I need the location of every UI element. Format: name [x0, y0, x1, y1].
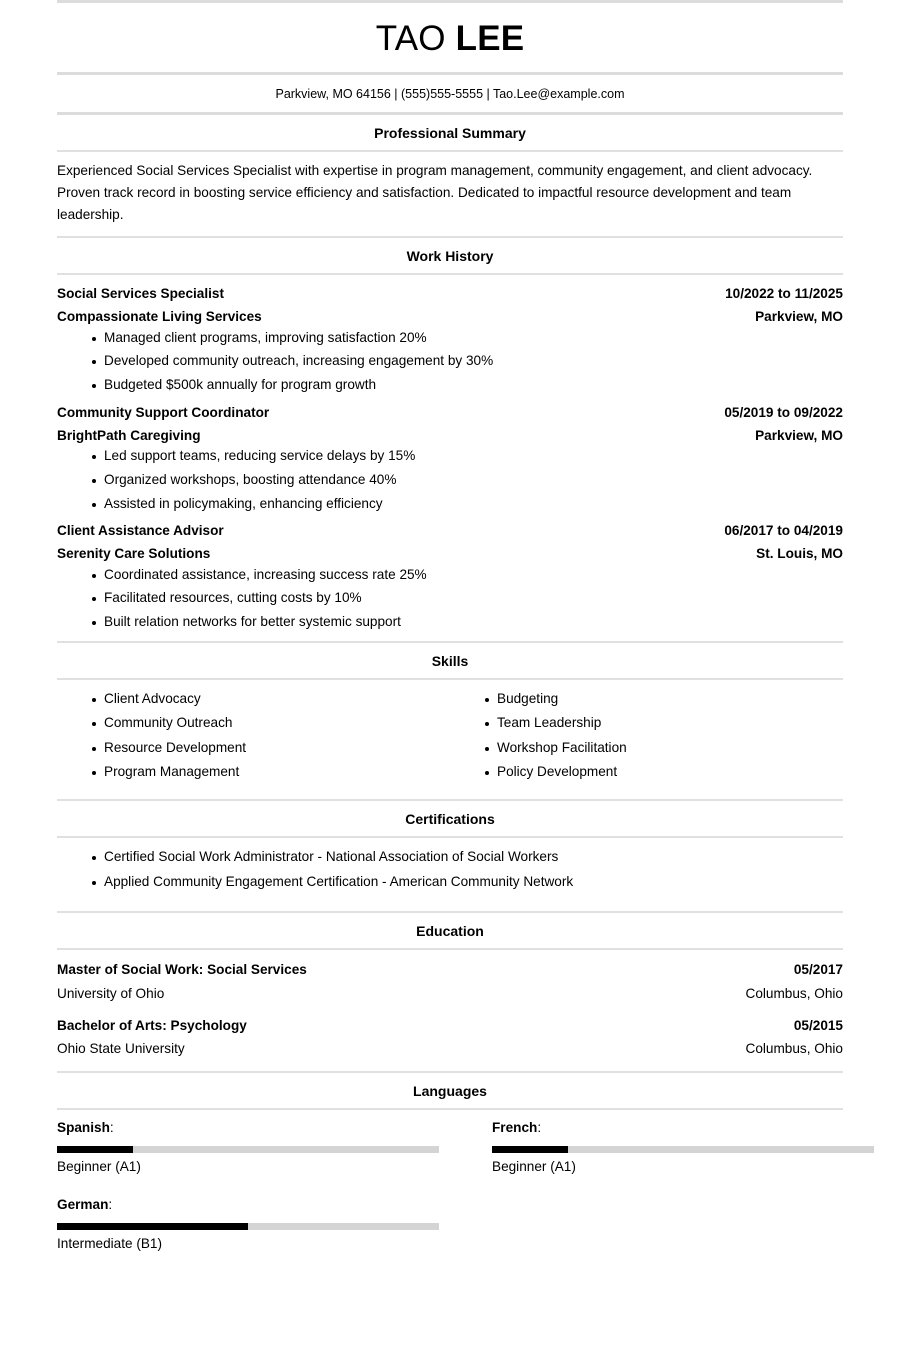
language-colon: :: [109, 1119, 114, 1135]
language-name-row: [57, 1120, 450, 1135]
job-bullet: Developed community outreach, increasing engagement by 30%: [57, 354, 843, 368]
skills-list: [57, 680, 843, 799]
language-name-row: [57, 1197, 450, 1212]
job-title: Social Services Specialist: [57, 286, 225, 302]
skills-column-left: [57, 690, 450, 790]
summary-text: Experienced Social Services Specialist with expertise in program management, community engagement, and client advocacy. Proven track record in boosting service efficiency and satisfaction. Dedicated to impactful resource development and team leadership.: [57, 163, 813, 223]
section-title-certifications: Certifications: [405, 811, 495, 828]
skill-item: Workshop Facilitation: [450, 741, 843, 755]
skills-bullets-right: [450, 692, 843, 779]
language-name-row: [492, 1120, 843, 1135]
skills-bullets-left: [57, 692, 450, 779]
job-bullet: Budgeted $500k annually for program growth: [57, 378, 843, 392]
certification-bullets: [57, 850, 843, 888]
certifications-list: [57, 838, 843, 911]
language-proficiency-fill: [57, 1146, 133, 1153]
job-company: Compassionate Living Services: [57, 309, 262, 325]
job-company-row: [57, 542, 843, 565]
education-school: Ohio State University: [57, 1041, 185, 1057]
skill-item: Client Advocacy: [57, 692, 450, 706]
job-bullet: Facilitated resources, cutting costs by 10%: [57, 591, 843, 605]
language-proficiency-track: [492, 1146, 874, 1153]
job-title: Community Support Coordinator: [57, 404, 270, 420]
language-colon: :: [108, 1197, 113, 1213]
language-item: [57, 1120, 450, 1177]
job-company-row: [57, 424, 843, 447]
job-bullet: Managed client programs, improving satisfaction 20%: [57, 331, 843, 345]
skill-item: Team Leadership: [450, 716, 843, 730]
work-history-list: [57, 275, 843, 641]
last-name: LEE: [455, 19, 525, 58]
section-title-languages: Languages: [413, 1082, 487, 1099]
skill-item: Policy Development: [450, 765, 843, 779]
language-proficiency-fill: [492, 1146, 568, 1153]
job-bullet: Built relation networks for better systemic support: [57, 615, 843, 629]
job-company: Serenity Care Solutions: [57, 546, 211, 562]
section-title-summary: Professional Summary: [374, 125, 526, 141]
education-date: 05/2017: [793, 962, 843, 978]
work-history-item: [57, 275, 843, 392]
skill-item: Budgeting: [450, 692, 843, 706]
language-name: Spanish: [57, 1119, 110, 1135]
education-degree-row: [57, 1014, 843, 1037]
language-item: [57, 1197, 450, 1254]
education-degree: Master of Social Work: Social Services: [57, 962, 307, 978]
job-bullet: Assisted in policymaking, enhancing efficiency: [57, 497, 843, 511]
language-proficiency-track: [57, 1223, 439, 1230]
job-bullets: [57, 331, 843, 392]
job-bullet: Led support teams, reducing service delays by 15%: [57, 449, 843, 463]
education-item: [57, 958, 843, 1005]
skills-column-right: [450, 690, 843, 790]
language-level: Beginner (A1): [57, 1158, 141, 1174]
education-location: Columbus, Ohio: [745, 1041, 843, 1057]
languages-list: [57, 1110, 843, 1275]
language-proficiency-fill: [57, 1223, 248, 1230]
education-school-row: [57, 982, 843, 1005]
page-title: [57, 3, 843, 72]
job-location: St. Louis, MO: [756, 546, 843, 562]
job-dates: 05/2019 to 09/2022: [724, 404, 843, 420]
job-company-row: [57, 305, 843, 328]
job-location: Parkview, MO: [755, 309, 843, 325]
skill-item: Resource Development: [57, 741, 450, 755]
job-title: Client Assistance Advisor: [57, 523, 224, 539]
contact-line: Parkview, MO 64156 | (555)555-5555 | Tao.Lee@example.com: [275, 87, 625, 101]
job-dates: 10/2022 to 11/2025: [725, 286, 843, 302]
language-item: [450, 1120, 843, 1177]
language-name: French: [492, 1119, 538, 1135]
section-title-work-history: Work History: [406, 248, 494, 265]
education-date: 05/2015: [793, 1017, 843, 1033]
job-bullet: Coordinated assistance, increasing success rate 25%: [57, 568, 843, 582]
skill-item: Community Outreach: [57, 716, 450, 730]
section-title-education: Education: [416, 923, 484, 940]
education-school-row: [57, 1037, 843, 1060]
skill-item: Program Management: [57, 765, 450, 779]
language-level: Intermediate (B1): [57, 1236, 163, 1252]
certification-item: Applied Community Engagement Certification - American Community Network: [57, 875, 843, 889]
education-list: [57, 950, 843, 1071]
job-location: Parkview, MO: [755, 427, 843, 443]
language-level: Beginner (A1): [492, 1158, 576, 1174]
language-name: German: [57, 1197, 109, 1213]
education-location: Columbus, Ohio: [745, 985, 843, 1001]
job-bullets: [57, 449, 843, 510]
job-title-row: [57, 519, 843, 542]
education-item: [57, 1014, 843, 1061]
education-degree: Bachelor of Arts: Psychology: [57, 1017, 247, 1033]
first-name: TAO: [375, 19, 446, 58]
education-school: University of Ohio: [57, 985, 165, 1001]
work-history-item: [57, 392, 843, 511]
language-colon: :: [537, 1119, 542, 1135]
job-bullet: Organized workshops, boosting attendance 40%: [57, 473, 843, 487]
job-bullets: [57, 568, 843, 629]
job-title-row: [57, 401, 843, 424]
section-title-skills: Skills: [431, 652, 469, 669]
education-degree-row: [57, 958, 843, 981]
work-history-item: [57, 510, 843, 629]
job-dates: 06/2017 to 04/2019: [724, 523, 843, 539]
job-company: BrightPath Caregiving: [57, 427, 201, 443]
certification-item: Certified Social Work Administrator - National Association of Social Workers: [57, 850, 843, 864]
job-title-row: [57, 282, 843, 305]
language-proficiency-track: [57, 1146, 439, 1153]
